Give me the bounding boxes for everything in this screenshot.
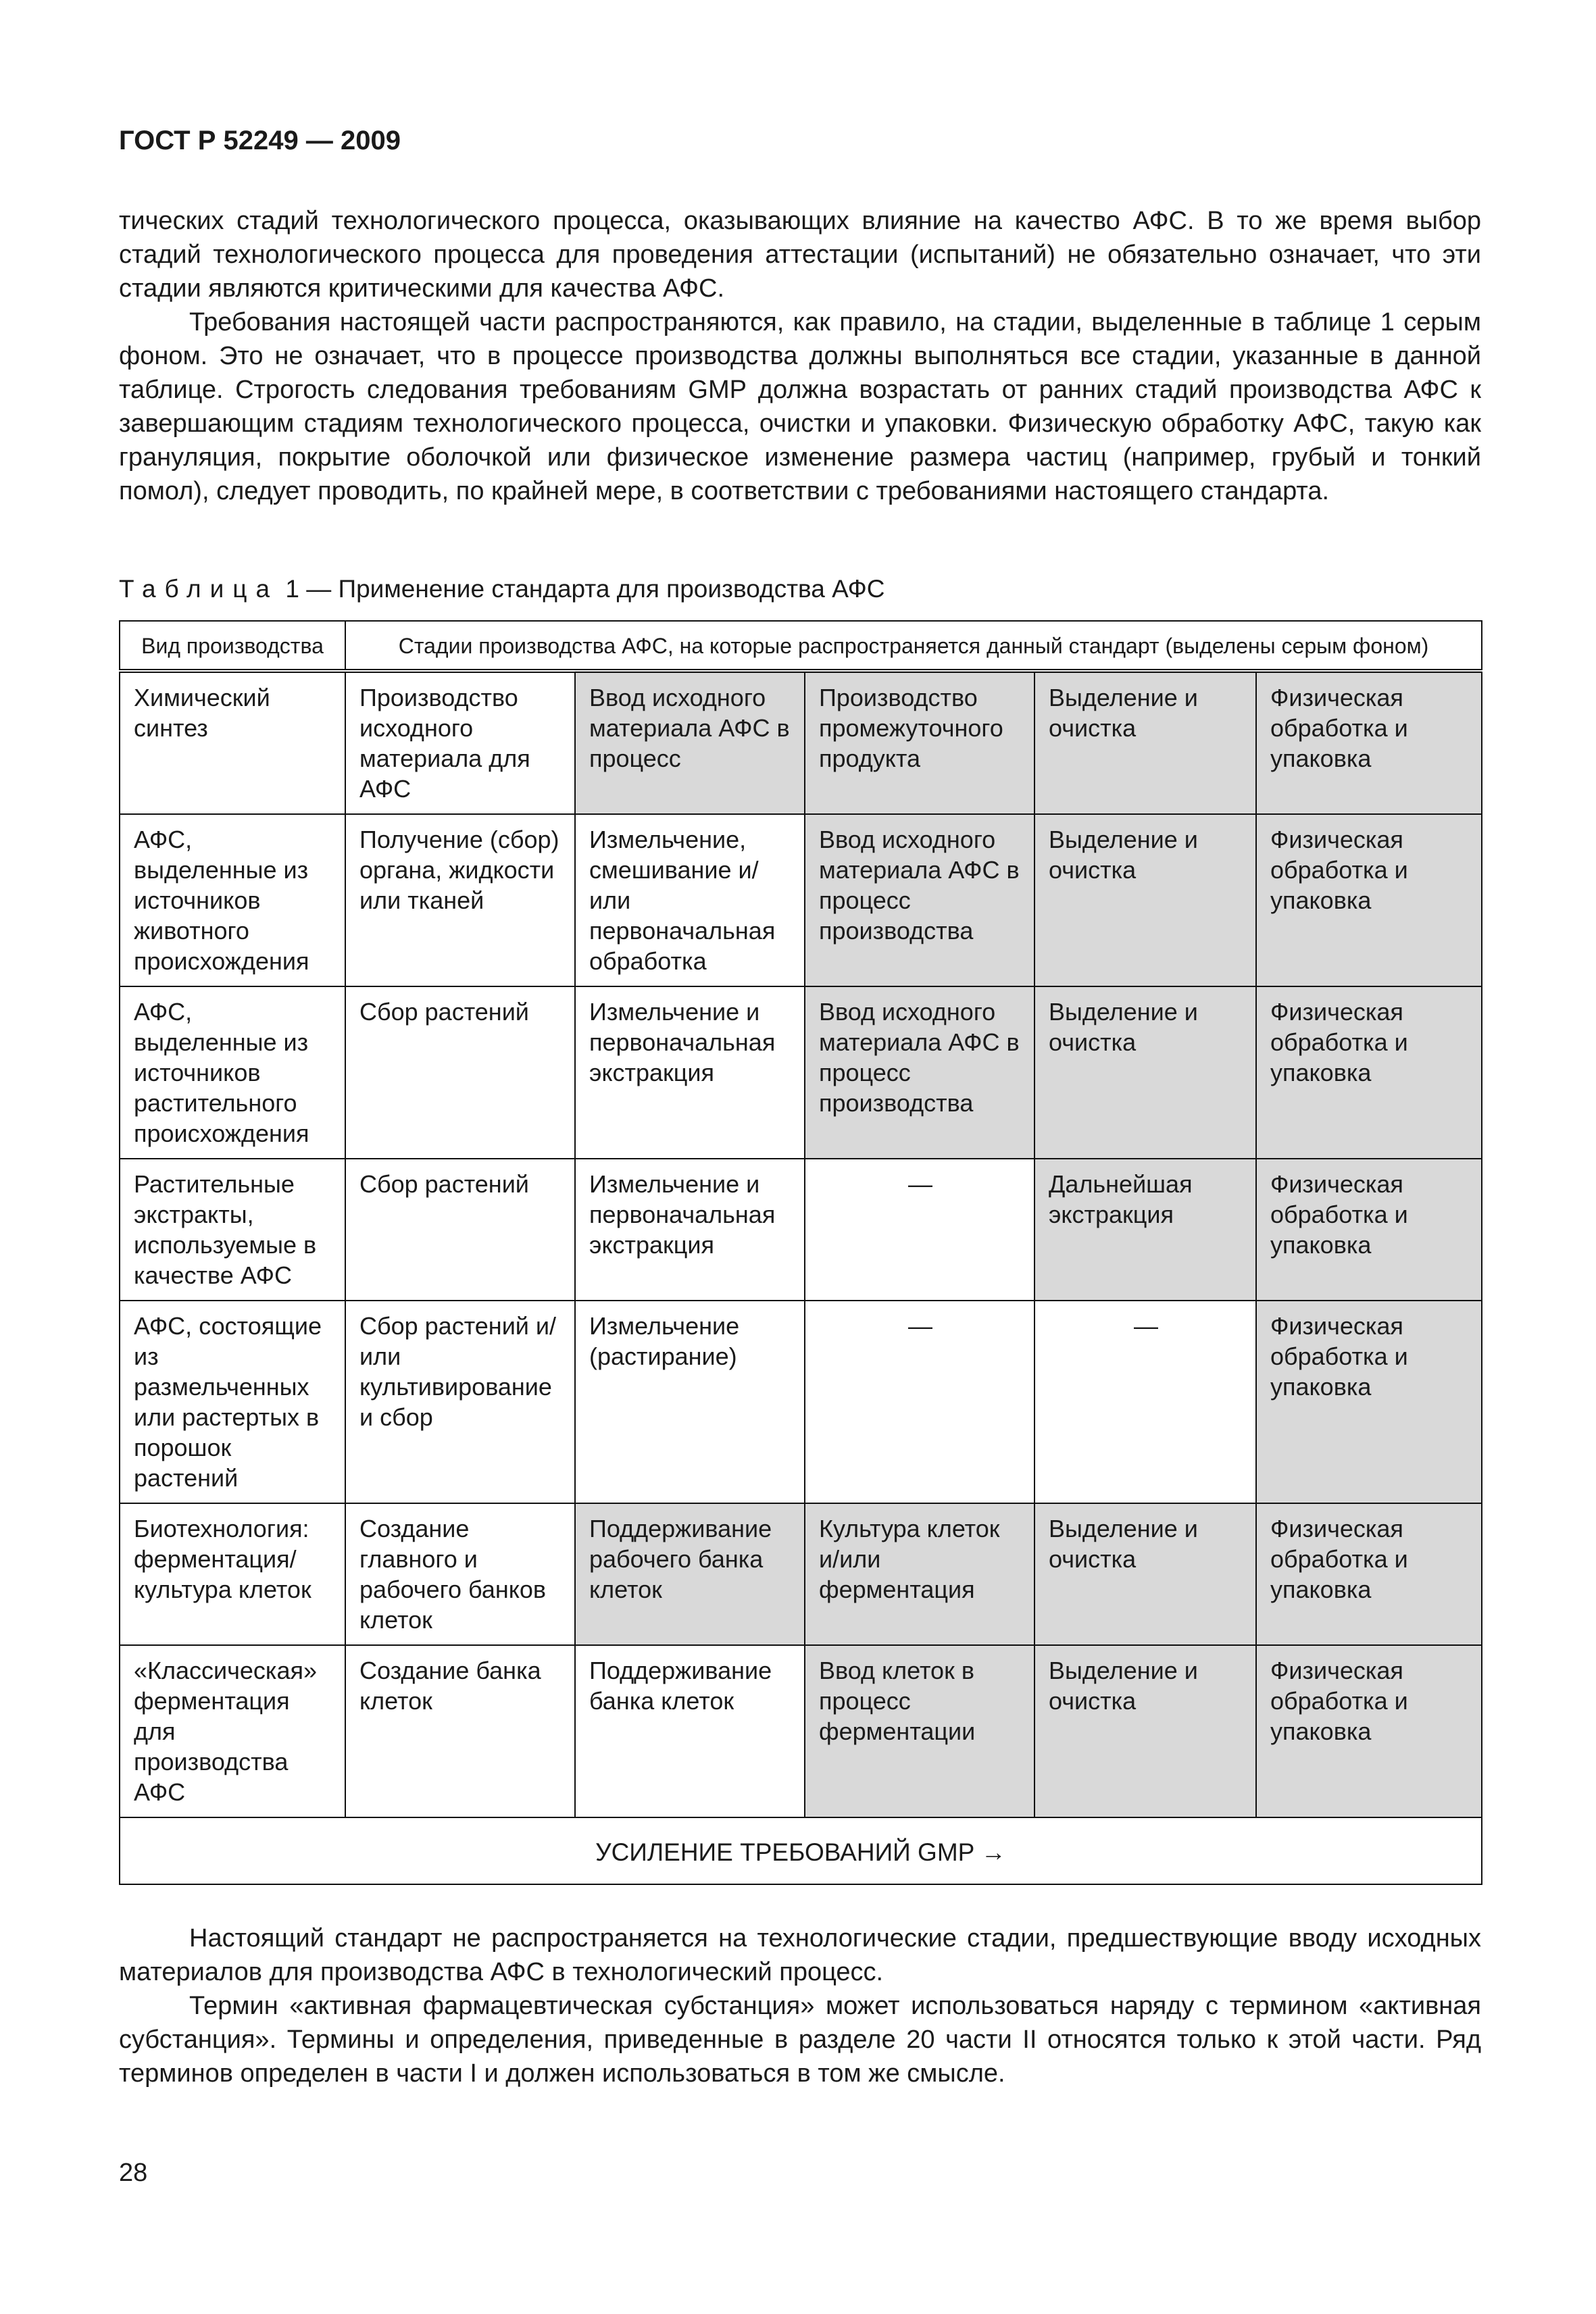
table-footer-row (120, 1817, 1482, 1884)
stage-cell: Производство исходного материала для АФС (345, 671, 575, 814)
table-row (120, 1301, 1482, 1503)
stage-cell: Измельчение и первоначальная экстракция (575, 1159, 805, 1301)
after-paragraph: Настоящий стандарт не распространяется на технологические стадии, предшествующие вводу исходных материалов для производства АФС в технологический процесс. (119, 1924, 1481, 1986)
table-row (120, 986, 1482, 1159)
stage-cell: Выделение и очистка (1034, 814, 1256, 986)
header-production-stages: Стадии производства АФС, на которые распространяется данный стандарт (выделены серым фоном) (345, 621, 1482, 671)
stage-cell: Сбор растений и/или культивирование и сбор (345, 1301, 575, 1503)
production-type-cell: АФС, выделенные из источников растительного происхождения (120, 986, 345, 1159)
stage-cell: Дальнейшая экстракция (1034, 1159, 1256, 1301)
stage-cell: Ввод клеток в процесс ферментации (805, 1645, 1034, 1817)
production-type-cell: Биотехнология: ферментация/культура клеток (120, 1503, 345, 1645)
production-type-cell: Химический синтез (120, 671, 345, 814)
table-row (120, 814, 1482, 986)
stage-cell: Физическая обработка и упаковка (1256, 671, 1482, 814)
stage-cell: Измельчение, смешивание и/или первоначальная обработка (575, 814, 805, 986)
stage-cell: Сбор растений (345, 1159, 575, 1301)
production-type-cell: «Классическая» ферментация для производства АФС (120, 1645, 345, 1817)
stage-cell: Выделение и очистка (1034, 671, 1256, 814)
intro-text (119, 204, 1481, 508)
table-row (120, 1503, 1482, 1645)
stage-cell: Ввод исходного материала АФС в процесс производства (805, 986, 1034, 1159)
stage-cell: Получение (сбор) органа, жидкости или тканей (345, 814, 575, 986)
stage-cell: — (1034, 1301, 1256, 1503)
stage-cell: Производство промежуточного продукта (805, 671, 1034, 814)
stage-cell: Физическая обработка и упаковка (1256, 814, 1482, 986)
stage-cell: Физическая обработка и упаковка (1256, 1159, 1482, 1301)
stage-cell: Ввод исходного материала АФС в процесс производства (805, 814, 1034, 986)
afs-stages-table (119, 620, 1482, 1885)
stage-cell: Выделение и очистка (1034, 1645, 1256, 1817)
intro-paragraph: тических стадий технологического процесса, оказывающих влияние на качество АФС. В то же время выбор стадий технологического процесса для проведения аттестации (испытаний) не обязательно означает, что эти стадии являются критическими для качества АФС. (119, 207, 1481, 303)
stage-cell: — (805, 1159, 1034, 1301)
production-type-cell: АФС, состоящие из размельченных или растертых в порошок растений (120, 1301, 345, 1503)
production-type-cell: Растительные экстракты, используемые в качестве АФС (120, 1159, 345, 1301)
production-type-cell: АФС, выделенные из источников животного происхождения (120, 814, 345, 986)
stage-cell: — (805, 1301, 1034, 1503)
table-row (120, 671, 1482, 814)
table-caption-title: 1 — Применение стандарта для производства АФС (285, 575, 885, 603)
document-header: ГОСТ Р 52249 — 2009 (119, 126, 401, 155)
stage-cell: Ввод исходного материала АФС в процесс (575, 671, 805, 814)
stage-cell: Создание банка клеток (345, 1645, 575, 1817)
stage-cell: Культура клеток и/или ферментация (805, 1503, 1034, 1645)
stage-cell: Сбор растений (345, 986, 575, 1159)
stage-cell: Физическая обработка и упаковка (1256, 1503, 1482, 1645)
stage-cell: Выделение и очистка (1034, 986, 1256, 1159)
stage-cell: Физическая обработка и упаковка (1256, 1645, 1482, 1817)
stage-cell: Поддерживание рабочего банка клеток (575, 1503, 805, 1645)
after-paragraph: Термин «активная фармацевтическая субстанция» может использоваться наряду с термином «активная субстанция». Термины и определения, приведенные в разделе 20 части II относятся только к этой части. Ряд терминов определен в части I и должен использоваться в том же смысле. (119, 1992, 1481, 2088)
header-production-type: Вид производства (120, 621, 345, 671)
table-caption (119, 575, 884, 603)
stage-cell: Выделение и очистка (1034, 1503, 1256, 1645)
stage-cell: Физическая обработка и упаковка (1256, 986, 1482, 1159)
table-caption-label: Таблица (119, 575, 279, 603)
after-text (119, 1921, 1481, 2090)
table-header-row (120, 621, 1482, 671)
stage-cell: Поддерживание банка клеток (575, 1645, 805, 1817)
table-row (120, 1645, 1482, 1817)
table-row (120, 1159, 1482, 1301)
stage-cell: Измельчение (растирание) (575, 1301, 805, 1503)
page-number: 28 (119, 2159, 148, 2187)
gmp-increase-label: УСИЛЕНИЕ ТРЕБОВАНИЙ GMP → (120, 1817, 1482, 1884)
intro-paragraph: Требования настоящей части распространяются, как правило, на стадии, выделенные в таблице 1 серым фоном. Это не означает, что в процессе производства должны выполняться все стадии, указанные в данной таблице. Строгость следования требованиям GMP должна возрастать от ранних стадий производства АФС к завершающим стадиям технологического процесса, очистки и упаковки. Физическую обработку АФС, такую как грануляция, покрытие оболочкой или физическое изменение размера частиц (например, грубый и тонкий помол), следует проводить, по крайней мере, в соответствии с требованиями настоящего стандарта. (119, 308, 1481, 505)
stage-cell: Физическая обработка и упаковка (1256, 1301, 1482, 1503)
stage-cell: Создание главного и рабочего банков клеток (345, 1503, 575, 1645)
stage-cell: Измельчение и первоначальная экстракция (575, 986, 805, 1159)
